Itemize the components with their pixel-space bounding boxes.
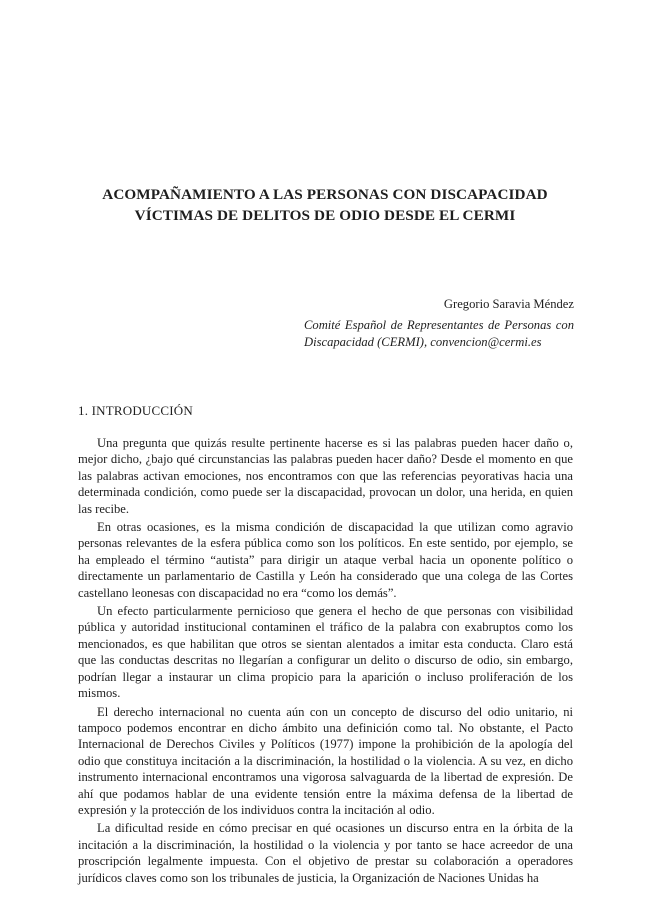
paragraph-2: En otras ocasiones, es la misma condición de discapacidad la que utilizan como agravio personas relevantes de la esfera pública como son los políticos. En este sentido, por ejemplo, se ha empleado el término “autista” para dirigir un ataque verbal hacia un oponente político o directamente un parlamentario de Castilla y León ha considerado que una colega de las Cortes castellano leonesas con discapacidad no era “como los demás”.: [78, 520, 573, 600]
body-text: [78, 435, 573, 888]
title-line-1: ACOMPAÑAMIENTO A LAS PERSONAS CON DISCAPACIDAD: [102, 186, 548, 203]
paragraph-3: Un efecto particularmente pernicioso que genera el hecho de que personas con visibilidad pública y autoridad institucional contaminen el tráfico de la palabra con exabruptos como los mencionados, es que habilitan que otros se sientan alentados a imitar esta conducta. Claro está que las conductas descritas no llegarían a configurar un delito o discurso de odio, sin embargo, podrían llegar a instaurar un clima propicio para la aparición o incluso proliferación de los mismos.: [78, 604, 573, 701]
author-block: [304, 296, 574, 352]
section-heading: 1. INTRODUCCIÓN: [78, 403, 193, 418]
title-line-2: VÍCTIMAS DE DELITOS DE ODIO DESDE EL CERMI: [134, 207, 516, 224]
paragraph-5: La dificultad reside en cómo precisar en qué ocasiones un discurso entra en la órbita de la incitación a la discriminación, la hostilidad o la violencia y por tanto se hace acreedor de una proscripción legalmente impuesta. Con el objetivo de prestar su colaboración a operadores jurídicos claves como son los tribunales de justicia, la Organización de Naciones Unidas ha: [78, 821, 573, 885]
author-name: Gregorio Saravia Méndez: [443, 297, 574, 311]
document-title: [60, 184, 590, 226]
author-affiliation: Comité Español de Representantes de Personas con Discapacidad (CERMI), convencion@cermi.es: [304, 317, 574, 349]
paragraph-4: El derecho internacional no cuenta aún con un concepto de discurso del odio unitario, ni tampoco podemos encontrar en dicho ámbito una definición como tal. No obstante, el Pacto Internacional de Derechos Civiles y Políticos (1977) impone la prohibición de la apología del odio que constituya incitación a la discriminación, la hostilidad o la violencia. A su vez, en dicho instrumento internacional encontramos una vigorosa salvaguarda de la libertad de expresión. De ahí que podamos hablar de una evidente tensión entre la máxima defensa de la libertad de expresión y la protección de los individuos contra la incitación al odio.: [78, 704, 573, 817]
paragraph-1: Una pregunta que quizás resulte pertinente hacerse es si las palabras pueden hacer daño o, mejor dicho, ¿bajo qué circunstancias las palabras pueden hacer daño? Desde el momento en que las palabras activan emociones, nos encontramos con que las referencias peyorativas hacia una determinada condición, como puede ser la discapacidad, provocan un dolor, una herida, en quien las recibe.: [78, 436, 573, 516]
